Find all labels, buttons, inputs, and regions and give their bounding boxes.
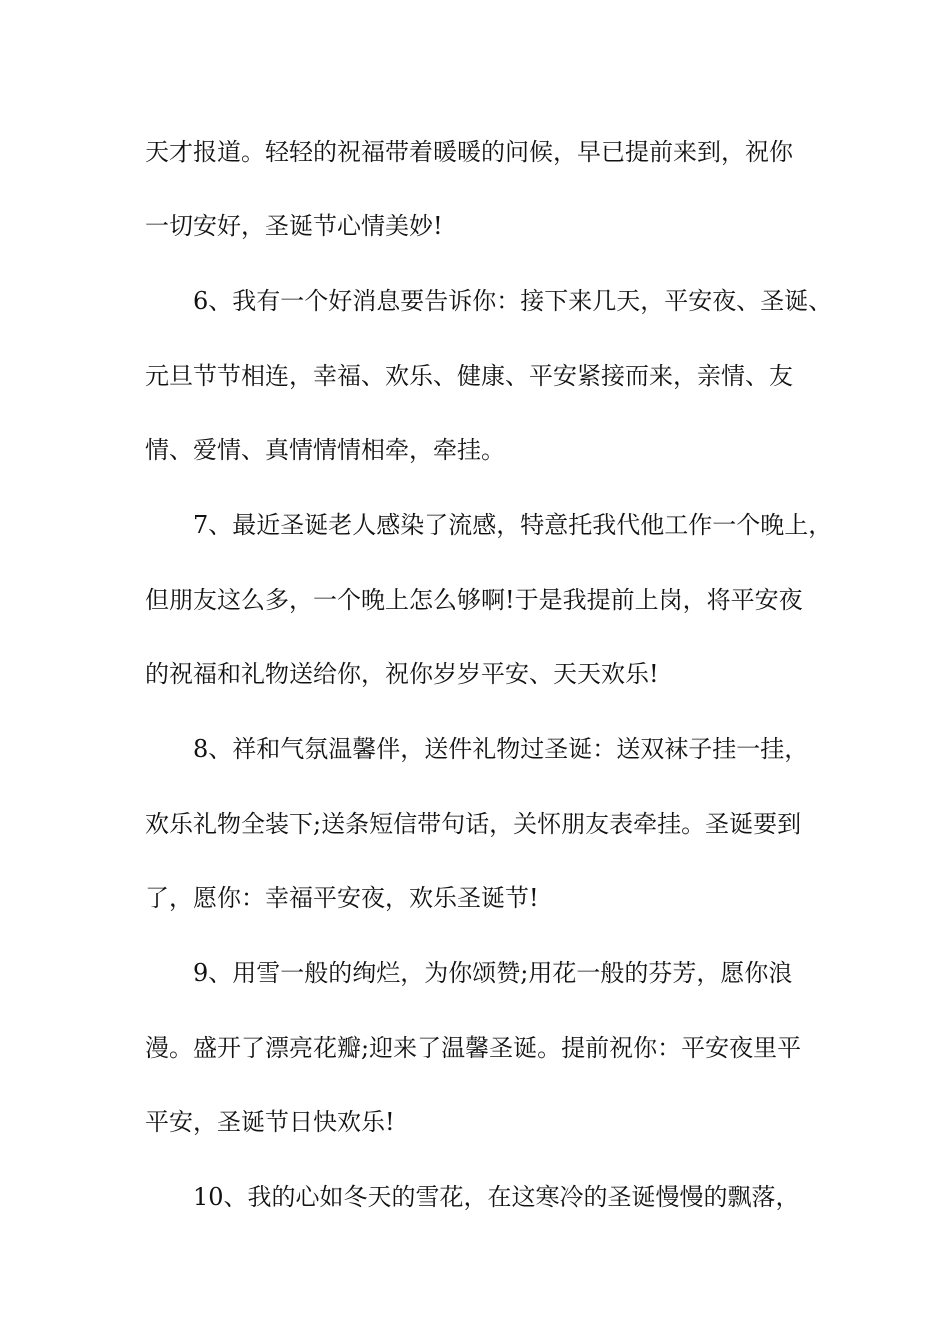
- text-line: 的祝福和礼物送给你，祝你岁岁平安、天天欢乐!: [145, 660, 659, 688]
- text-line: 但朋友这么多，一个晚上怎么够啊!于是我提前上岗，将平安夜: [145, 586, 803, 614]
- text-line: 元旦节节相连，幸福、欢乐、健康、平安紧接而来，亲情、友: [145, 362, 793, 390]
- paragraph-6-start: 6、我有一个好消息要告诉你：接下来几天，平安夜、圣诞、: [193, 287, 833, 315]
- text-line: 欢乐礼物全装下;送条短信带句话，关怀朋友表牵挂。圣诞要到: [145, 810, 802, 838]
- paragraph-10-start: 10、我的心如冬天的雪花，在这寒冷的圣诞慢慢的飘落，: [193, 1183, 800, 1211]
- paragraph-8-start: 8、祥和气氛温馨伴，送件礼物过圣诞：送双袜子挂一挂，: [193, 735, 809, 763]
- paragraph-9-start: 9、用雪一般的绚烂，为你颂赞;用花一般的芬芳，愿你浪: [193, 959, 793, 987]
- text-line: 情、爱情、真情情情相牵，牵挂。: [145, 436, 505, 464]
- text-line: 一切安好，圣诞节心情美妙!: [145, 212, 443, 240]
- paragraph-7-start: 7、最近圣诞老人感染了流感，特意托我代他工作一个晚上，: [193, 511, 833, 539]
- text-line: 漫。盛开了漂亮花瓣;迎来了温馨圣诞。提前祝你：平安夜里平: [145, 1034, 802, 1062]
- text-line: 天才报道。轻轻的祝福带着暖暖的问候，早已提前来到，祝你: [145, 138, 793, 166]
- text-line: 了，愿你：幸福平安夜，欢乐圣诞节!: [145, 884, 539, 912]
- text-line: 平安，圣诞节日快欢乐!: [145, 1108, 395, 1136]
